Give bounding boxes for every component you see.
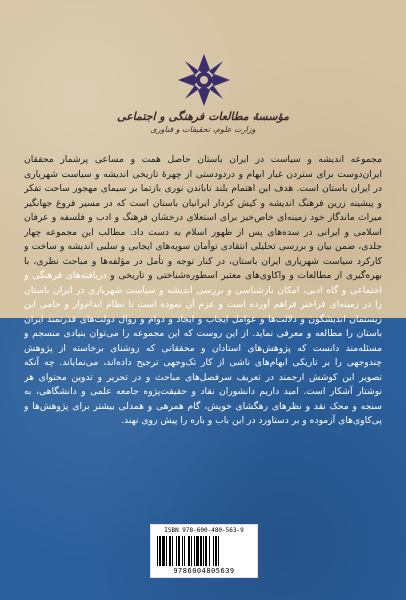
barcode-bar xyxy=(188,536,190,566)
barcode-bar xyxy=(166,536,167,566)
barcode-bar xyxy=(172,536,173,566)
barcode-bar xyxy=(191,536,192,566)
publisher-emblem-icon xyxy=(174,50,234,110)
barcode-bar xyxy=(209,536,210,566)
barcode-panel xyxy=(150,524,258,578)
barcode-bar xyxy=(159,536,161,566)
barcode-bar xyxy=(200,536,202,566)
barcode-bar xyxy=(184,536,185,566)
publisher-name: مؤسسهٔ مطالعات فرهنگی و اجتماعی xyxy=(116,110,290,123)
barcode-bar xyxy=(203,536,204,566)
barcode-bar xyxy=(205,536,207,566)
publisher-block xyxy=(40,110,366,134)
barcode-bar xyxy=(169,536,171,566)
description-part-1: مجموعه اندیشه و سیاست در ایران باستان حاصل همت و مساعی پرشمار محققان ایران‌دوست برای ستردن غبار ابهام و دردودستی از چهرهٔ تاریخی اندیشه و سیاست شهریاری در ایران باستان است. هدف این اهتمام بلند ناباندن نوری بازتما بر سیمای مهجور ساحت تفکر و پیشینه زرین فرهنگ اندیشه و کیش کردار ایرانیان باستان است که در مسیر فروغ جهانگیر میراث ماندگار خود زمینه‌ای خاص‌خیز برای استعلای درخشان فرهنگ و ادب و فلسفه و عرفان اسلامی و ایرانی در سده‌های پس از ظهور اسلام به دست داد. مطالب این مجموعه چهار جلدی، ضمن بیان و بررسی تحلیلی انتقادی توأمان سویه‌های ایجابی و سلبی اندیشه و ساخت و کارکرد سیاست شهریاری ایران باستان، در کنار توجه و تأمل در مؤلفه‌ها و مباحث نظری، با بهره‌گیری از مطالعات و واکاوی‌های معتبر اسطوره‌شناختی و تاریخی و xyxy=(24,154,382,281)
barcode-number: 9786004805639 xyxy=(173,567,235,575)
publisher-ministry: وزارت علوم، تحقیقات و فناوری xyxy=(150,125,256,134)
description-part-2: دریافته‌های فرهنگی و اجتماعی و گاه ادبی، امکان بازشناسی و بررسی اندیشه و سیاست شهریاری در ایران باستان را در زمینه‌ای فراختر فراهم آورده است و عزم آن نموده است تا نظام اندام‌وار و حامی این زیستمان اندیشگون و دلالت‌ها و عوامل ایجاب و ایجاد و دوام و زوال دولت‌های قدرتمند ایران باستان را مطالعه و معرفی نماید. از این روست که این مجموعه را می‌توان بنیادی منسجم و مسئله‌مند دانست که پژوهش‌های استادان و محققانی که روشنای برخاسته از پژوهش چندوجهی را بر تاریکی ابهام‌های ناشی از کار تک‌وجهی ترجیح داده‌اند، می‌نمایاند. چه آنکه تصویر این کوشش ارجمند در تعریف سرفصل‌های مباحث و در تحریر و تدوین محتوای هر نوشتار آشکار است. امید داریم دانشوران نقاد و حقیقت‌پژوه جامعه علمی و دانشگاهی، به سنجه و محک نقد و نظرهای رهگشای خویش، گام همرهی و همدلی بیشتر برای پژوهش‌ها و پی‌کاوی‌های آزموده و بر دستاورد در این باب و باره را پیش روی نهند. xyxy=(24,270,382,426)
barcode-bar xyxy=(162,536,165,566)
barcode-bar xyxy=(178,536,180,566)
barcode-bar xyxy=(157,536,158,566)
barcode-bar xyxy=(182,536,183,566)
barcode-bar xyxy=(213,536,214,566)
barcode-bar xyxy=(196,536,199,566)
barcode-bar xyxy=(176,536,177,566)
barcode-icon xyxy=(157,536,251,566)
book-description xyxy=(24,153,382,513)
barcode-bar xyxy=(194,536,195,566)
isbn-label: ISBN 978-600-480-563-9 xyxy=(164,527,244,534)
barcode-bar xyxy=(218,536,219,566)
barcode-bar xyxy=(215,536,217,566)
